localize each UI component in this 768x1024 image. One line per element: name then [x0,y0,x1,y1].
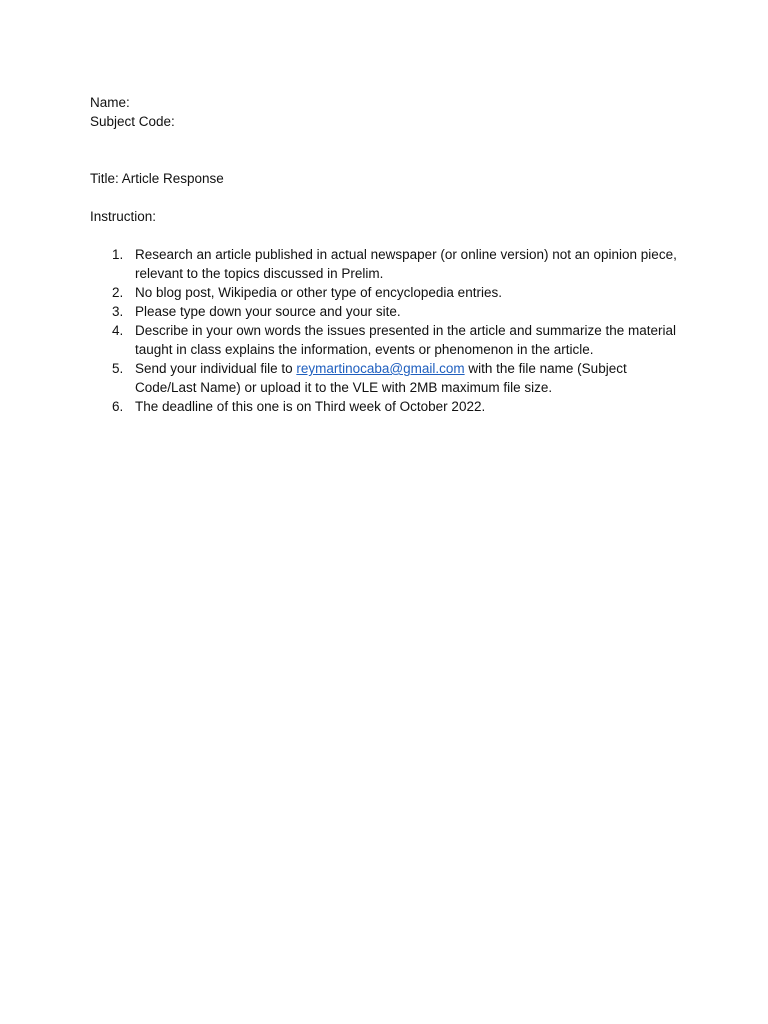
email-link[interactable]: reymartinocaba@gmail.com [296,361,465,376]
list-item [90,359,680,397]
list-number: 6. [112,399,124,414]
instruction-list [90,245,680,416]
list-item-text: No blog post, Wikipedia or other type of encyclopedia entries. [135,285,502,300]
list-item [90,283,680,302]
list-item-text: Research an article published in actual newspaper (or online version) not an opinion piece, relevant to the topics discussed in Prelim. [135,247,677,281]
list-item-text: The deadline of this one is on Third week of October 2022. [135,399,486,414]
list-number: 1. [112,247,124,262]
instruction-heading: Instruction: [90,209,157,224]
list-item [90,321,680,359]
list-item [90,245,680,283]
list-item [90,397,680,416]
subject-code-label: Subject Code: [90,114,175,129]
list-item-text-after: with the file name (Subject Code/Last Name) or upload it to the VLE with 2MB maximum file size. [135,361,627,395]
name-label: Name: [90,95,130,110]
document-title: Title: Article Response [90,171,224,186]
list-item-text-before: Send your individual file to [135,361,297,376]
list-number: 5. [112,361,124,376]
list-number: 2. [112,285,124,300]
list-item [90,302,680,321]
list-number: 4. [112,323,124,338]
list-item-text: Please type down your source and your site. [135,304,401,319]
list-item-text: Describe in your own words the issues presented in the article and summarize the material taught in class explains the information, events or phenomenon in the article. [135,323,677,357]
list-number: 3. [112,304,124,319]
